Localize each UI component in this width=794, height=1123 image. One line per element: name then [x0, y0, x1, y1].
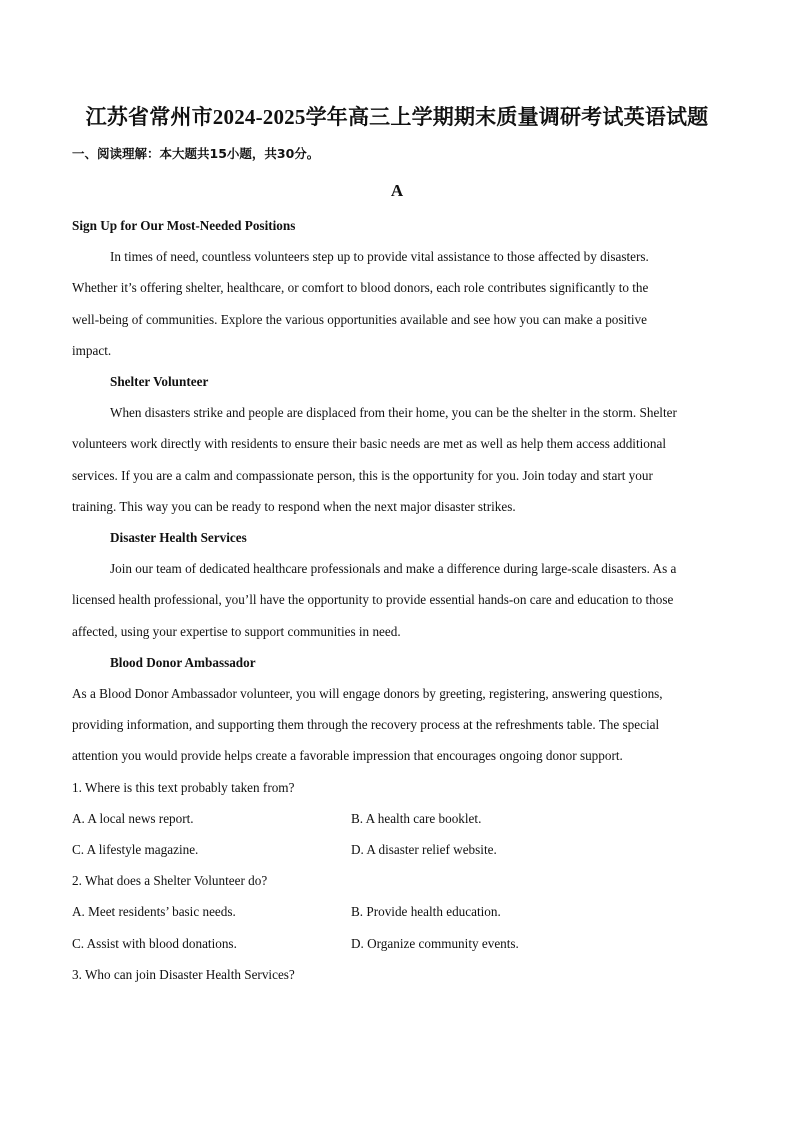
shelter-line: training. This way you can be ready to respond when the next major disaster strikes. — [72, 499, 516, 514]
answer-option: A. Meet residents’ basic needs. — [72, 904, 236, 919]
shelter-line: volunteers work directly with residents to ensure their basic needs are met as well as help them access additional — [72, 436, 666, 451]
donor-heading: Blood Donor Ambassador — [110, 655, 256, 670]
answer-option: C. A lifestyle magazine. — [72, 842, 199, 857]
donor-line: providing information, and supporting them through the recovery process at the refreshments table. The special — [72, 717, 660, 732]
answer-option: A. A local news report. — [72, 811, 194, 826]
health-line: licensed health professional, you’ll have the opportunity to provide essential hands-on care and education to those — [72, 592, 674, 607]
question-stem: 3. Who can join Disaster Health Services? — [72, 967, 295, 982]
answer-option: B. Provide health education. — [351, 904, 501, 919]
health-line: Join our team of dedicated healthcare professionals and make a difference during large-scale disasters. As a — [110, 561, 677, 576]
answer-option: B. A health care booklet. — [351, 811, 482, 826]
shelter-heading: Shelter Volunteer — [110, 374, 209, 389]
intro-line: In times of need, countless volunteers step up to provide vital assistance to those affected by disasters. — [110, 249, 649, 264]
intro-line: well-being of communities. Explore the various opportunities available and see how you can make a positive — [72, 312, 647, 327]
shelter-line: services. If you are a calm and compassionate person, this is the opportunity for you. Join today and start your — [72, 468, 653, 483]
answer-option: D. A disaster relief website. — [351, 842, 497, 857]
passage-heading: Sign Up for Our Most-Needed Positions — [72, 218, 296, 233]
page-title: 江苏省常州市2024-2025学年高三上学期期末质量调研考试英语试题 — [85, 105, 709, 129]
question-stem: 1. Where is this text probably taken from? — [72, 780, 295, 795]
question-stem: 2. What does a Shelter Volunteer do? — [72, 873, 268, 888]
health-heading: Disaster Health Services — [110, 530, 247, 545]
answer-option: C. Assist with blood donations. — [72, 936, 237, 951]
shelter-line: When disasters strike and people are displaced from their home, you can be the shelter in the storm. Shelter — [110, 405, 677, 420]
passage-letter: A — [390, 181, 404, 200]
donor-line: As a Blood Donor Ambassador volunteer, you will engage donors by greeting, registering, answering questions, — [72, 686, 663, 701]
health-line: affected, using your expertise to support communities in need. — [72, 624, 401, 639]
intro-line: Whether it’s offering shelter, healthcare, or comfort to blood donors, each role contributes significantly to the — [72, 280, 649, 295]
answer-option: D. Organize community events. — [351, 936, 519, 951]
donor-line: attention you would provide helps create a favorable impression that encourages ongoing donor support. — [72, 748, 623, 763]
section-heading: 一、阅读理解：本大题共15小题，共30分。 — [72, 146, 320, 161]
intro-line: impact. — [72, 343, 112, 358]
